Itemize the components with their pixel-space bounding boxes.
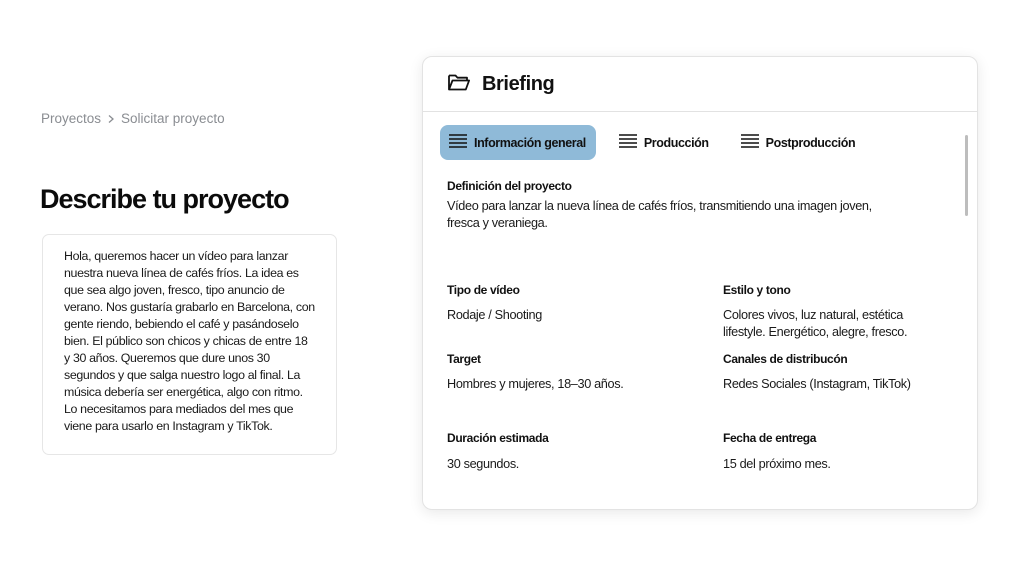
folder-icon [447,71,471,98]
field-value: Hombres y mujeres, 18–30 años. [447,377,624,391]
field-label: Tipo de vídeo [447,283,520,297]
tab-informacion-general[interactable] [440,125,596,160]
project-description-box[interactable] [42,234,337,455]
field-label: Target [447,352,481,366]
breadcrumb [41,111,225,126]
tab-postproduccion[interactable] [731,125,865,160]
briefing-tabs [440,125,864,160]
field-estilo-tono [723,283,958,341]
tab-label: Postproducción [765,135,856,150]
field-value: 15 del próximo mes. [723,457,831,471]
field-target [447,352,667,393]
field-value: 30 segundos. [447,457,519,471]
field-label: Definición del proyecto [447,179,572,193]
page-title: Describe tu proyecto [40,184,289,214]
project-description-text: Hola, queremos hacer un vídeo para lanzar nuestra nueva línea de cafés fríos. La idea es que sea algo joven, fresco, tipo anuncio de verano. Nos gustaría grabarlo en Barcelona, con gente riendo, bebiendo el café y pasándoselo bien. El público son chicos y chicas de entre 18 y 30 años. Queremos que dure unos 30 segundos y que salga nuestro logo al final. La música debería ser energética, algo con ritmo. Lo necesitamos para mediados del mes que viene para usarlo en Instagram y TikTok. [64,249,315,433]
field-tipo-video [447,283,667,324]
briefing-card [422,56,978,510]
field-label: Fecha de entrega [723,431,817,445]
field-value: Vídeo para lanzar la nueva línea de cafés fríos, transmitiendo una imagen joven, fresca y veraniega. [447,199,872,230]
field-canales-distribucion [723,352,963,393]
breadcrumb-item-solicitar-proyecto[interactable]: Solicitar proyecto [121,111,225,126]
field-label: Duración estimada [447,431,549,445]
breadcrumb-item-proyectos[interactable]: Proyectos [41,111,102,126]
field-label: Canales de distribucón [723,352,848,366]
chevron-right-icon [106,114,116,124]
briefing-header [423,57,977,112]
briefing-title: Briefing [482,72,555,95]
scrollbar[interactable] [965,135,968,216]
tab-label: Producción [643,135,709,150]
list-icon [448,132,468,153]
field-label: Estilo y tono [723,283,791,297]
list-icon [740,132,760,153]
tab-produccion[interactable] [609,125,718,160]
field-value: Rodaje / Shooting [447,308,542,322]
field-value: Redes Sociales (Instagram, TikTok) [723,377,911,391]
list-icon [618,132,638,153]
field-value: Colores vivos, luz natural, estética lifestyle. Energético, alegre, fresco. [723,308,908,339]
field-duracion-estimada [447,431,667,473]
tab-label: Información general [474,135,586,150]
field-fecha-entrega [723,431,943,473]
definicion-proyecto [447,179,907,232]
